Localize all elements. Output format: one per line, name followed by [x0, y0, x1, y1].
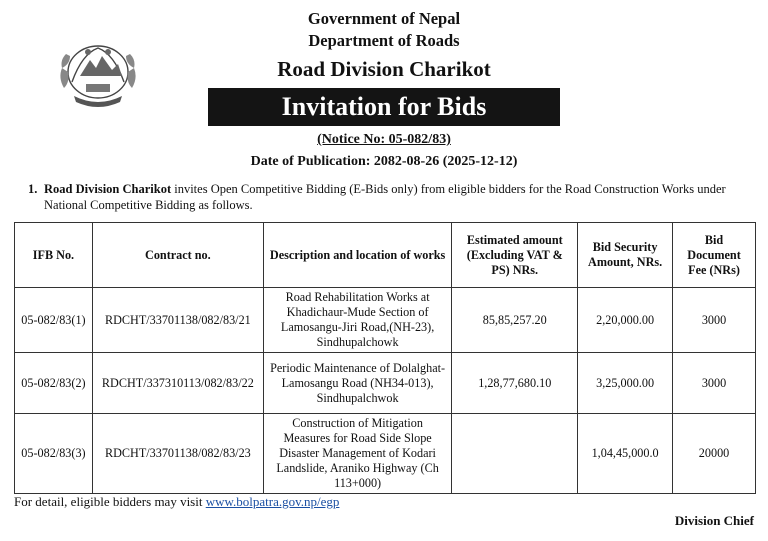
cell-contract: RDCHT/33701138/082/83/23 [92, 414, 263, 494]
header-contract: Contract no. [92, 223, 263, 288]
publication-date: Date of Publication: 2082-08-26 (2025-12-12) [250, 154, 518, 169]
footer-note-text: For detail, eligible bidders may visit [14, 494, 206, 509]
bolpatra-link[interactable]: www.bolpatra.gov.np/egp [205, 494, 340, 509]
cell-ifb: 05-082/83(3) [15, 414, 93, 494]
department-name: Department of Roads [308, 31, 460, 50]
intro-paragraph [28, 181, 753, 213]
cell-fee: 3000 [673, 288, 756, 353]
page-title: Invitation for Bids [208, 88, 560, 126]
table-header-row [15, 223, 756, 288]
cell-description: Construction of Mitigation Measures for Road Side Slope Disaster Management of Kodari Landslide, Araniko Highway (Ch 113+000) [263, 414, 452, 494]
cell-estimate: 1,28,77,680.10 [452, 353, 578, 414]
header-description: Description and location of works [263, 223, 452, 288]
cell-contract: RDCHT/33701138/082/83/21 [92, 288, 263, 353]
notice-number: (Notice No: 05-082/83) [317, 132, 451, 147]
bids-table [14, 222, 756, 494]
division-name: Road Division Charikot [277, 57, 491, 81]
signature-title: Division Chief [674, 513, 754, 528]
intro-text: invites Open Competitive Bidding (E-Bids only) from eligible bidders for the Road Construction Works under National Competitive Bidding as follows. [44, 182, 726, 212]
cell-fee: 3000 [673, 353, 756, 414]
intro-lead: Road Division Charikot [44, 182, 172, 196]
cell-ifb: 05-082/83(2) [15, 353, 93, 414]
table-row [15, 353, 756, 414]
header-security: Bid Security Amount, NRs. [578, 223, 673, 288]
header-estimate: Estimated amount (Excluding VAT & PS) NRs. [452, 223, 578, 288]
cell-security: 3,25,000.00 [578, 353, 673, 414]
header-ifb: IFB No. [15, 223, 93, 288]
table-row [15, 414, 756, 494]
cell-description: Road Rehabilitation Works at Khadichaur-Mude Section of Lamosangu-Jiri Road,(NH-23), Sindhupalchowk [263, 288, 452, 353]
cell-security: 1,04,45,000.0 [578, 414, 673, 494]
cell-estimate [452, 414, 578, 494]
cell-ifb: 05-082/83(1) [15, 288, 93, 353]
table-row [15, 288, 756, 353]
cell-contract: RDCHT/337310113/082/83/22 [92, 353, 263, 414]
paragraph-number: 1. [28, 182, 38, 196]
cell-security: 2,20,000.00 [578, 288, 673, 353]
government-name: Government of Nepal [307, 9, 461, 28]
cell-description: Periodic Maintenance of Dolalghat-Lamosangu Road (NH34-013), Sindhupalchwok [263, 353, 452, 414]
header-fee: Bid Document Fee (NRs) [673, 223, 756, 288]
footer-note [14, 494, 339, 510]
cell-estimate: 85,85,257.20 [452, 288, 578, 353]
letterhead [0, 8, 768, 84]
cell-fee: 20000 [673, 414, 756, 494]
